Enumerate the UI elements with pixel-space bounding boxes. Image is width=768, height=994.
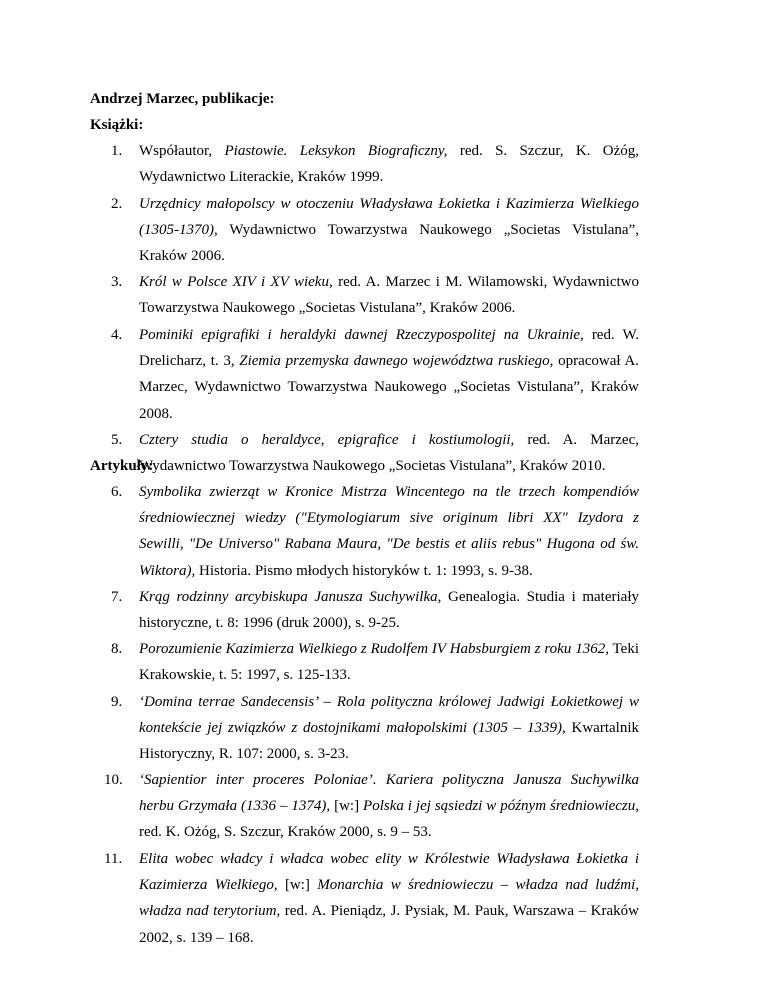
item-text: Symbolika zwierząt w Kronice Mistrza Wincentego na tle trzech kompendiów średniowiecznej wiedzy ("Etymologiarum sive originum libri XX" Izydora z Sewilli, "De Universo" Rabana Maura, "De bestis et aliis rebus" Hugona od św. Wiktora), Historia. Pismo młodych historyków t. 1: 1993, s. 9-38. bbox=[139, 484, 639, 579]
item-text: Cztery studia o heraldyce, epigrafice i kostiumologii, red. A. Marzec, Wydawnictwo Towarzystwa Naukowego „Societas Vistulana”, Kraków 2010. bbox=[139, 432, 640, 475]
books-heading: Książki: bbox=[90, 117, 144, 133]
item-number: 7. bbox=[111, 589, 123, 605]
item-number: 9. bbox=[111, 694, 123, 710]
item-number: 2. bbox=[111, 196, 123, 212]
item-number: 1. bbox=[111, 143, 123, 159]
item-number: 10. bbox=[104, 772, 123, 788]
document-title: Andrzej Marzec, publikacje: bbox=[90, 91, 275, 107]
item-number: 5. bbox=[111, 432, 123, 448]
item-number: 8. bbox=[111, 641, 123, 657]
articles-heading: Artykuły: bbox=[90, 458, 154, 474]
item-text: Urzędnicy małopolscy w otoczeniu Władysława Łokietka i Kazimierza Wielkiego (1305-1370), Wydawnictwo Towarzystwa Naukowego „Societas Vistulana”, Kraków 2006. bbox=[139, 196, 639, 265]
item-number: 6. bbox=[111, 484, 123, 500]
item-number: 4. bbox=[111, 327, 123, 343]
item-text: Pominiki epigrafiki i heraldyki dawnej Rzeczypospolitej na Ukrainie, red. W. Drelicharz, t. 3, Ziemia przemyska dawnego województwa ruskiego, opracował A. Marzec, Wydawnictwo Towarzystwa Naukowego „Societas Vistulana”, Kraków 2008. bbox=[139, 327, 639, 422]
item-number: 3. bbox=[111, 274, 123, 290]
item-number: 11. bbox=[104, 851, 123, 867]
item-text: Krąg rodzinny arcybiskupa Janusza Suchywilka, Genealogia. Studia i materiały historyczne, t. 8: 1996 (druk 2000), s. 9-25. bbox=[139, 589, 639, 632]
item-text: Elita wobec władcy i władca wobec elity w Królestwie Władysława Łokietka i Kazimierza Wielkiego, [w:] Monarchia w średniowieczu – władza nad ludźmi, władza nad terytorium, red. A. Pieniądz, J. Pysiak, M. Pauk, Warszawa – Kraków 2002, s. 139 – 168. bbox=[139, 851, 639, 946]
item-text: ‘Sapientior inter proceres Poloniae’. Kariera polityczna Janusza Suchywilka herbu Grzymała (1336 – 1374), [w:] Polska i jej sąsiedzi w późnym średniowieczu, red. K. Ożóg, S. Szczur, Kraków 2000, s. 9 – 53. bbox=[139, 772, 639, 841]
item-text: ‘Domina terrae Sandecensis’ – Rola polityczna królowej Jadwigi Łokietkowej w kontekście jej związków z dostojnikami małopolskimi (1305 – 1339), Kwartalnik Historyczny, R. 107: 2000, s. 3-23. bbox=[139, 694, 639, 763]
item-text: Porozumienie Kazimierza Wielkiego z Rudolfem IV Habsburgiem z roku 1362, Teki Krakowskie, t. 5: 1997, s. 125-133. bbox=[139, 641, 639, 684]
item-text: Współautor, Piastowie. Leksykon Biograficzny, red. S. Szczur, K. Ożóg, Wydawnictwo Literackie, Kraków 1999. bbox=[139, 143, 639, 186]
item-text: Król w Polsce XIV i XV wieku, red. A. Marzec i M. Wilamowski, Wydawnictwo Towarzystwa Naukowego „Societas Vistulana”, Kraków 2006. bbox=[139, 274, 639, 317]
